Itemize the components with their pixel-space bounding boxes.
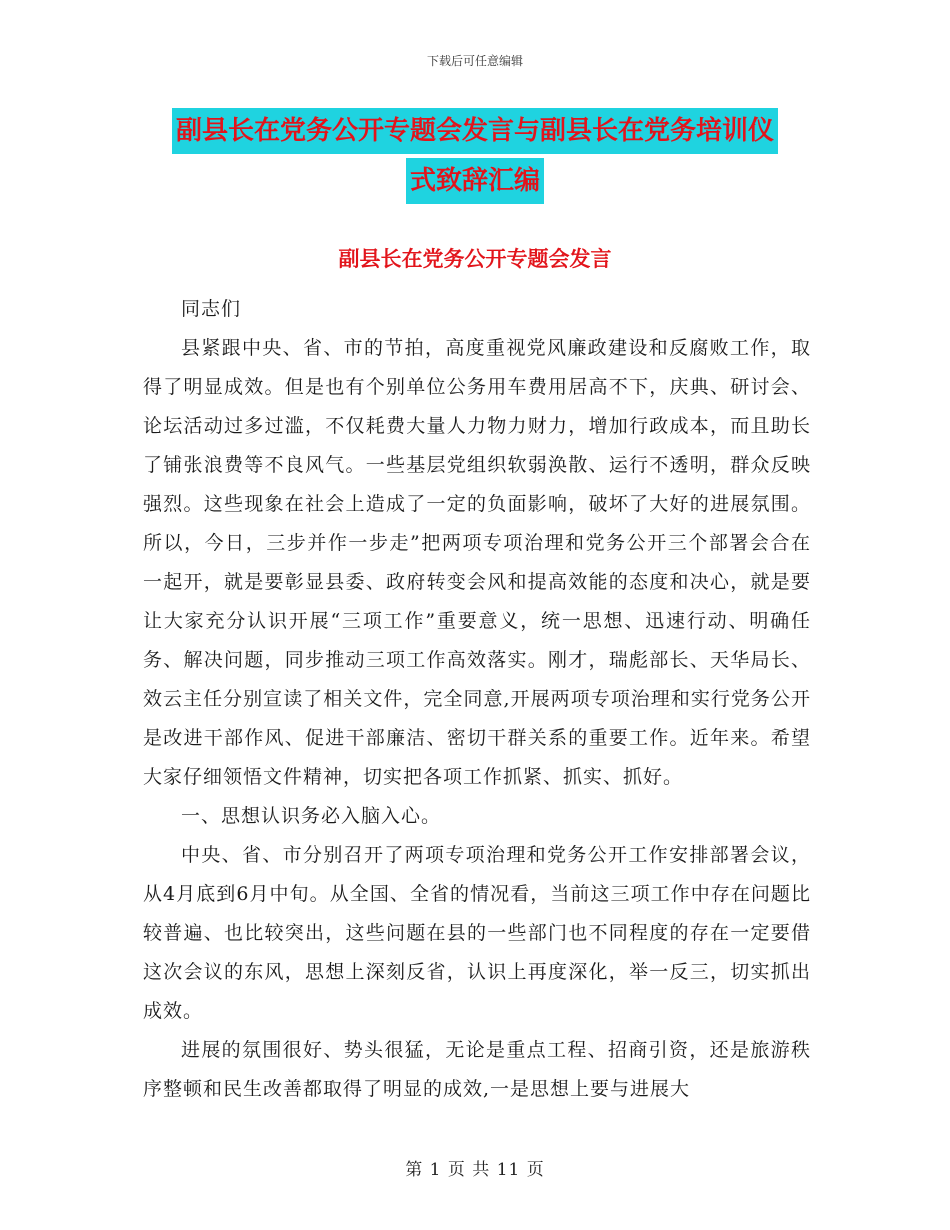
- paragraph: 中央、省、市分别召开了两项专项治理和党务公开工作安排部署会议，从4月底到6月中旬。从全国、全省的情况看，当前这三项工作中存在问题比较普遍、也比较突出，这些问题在县的一些部门也不同程度的存在一定要借这次会议的东风，思想上深刻反省，认识上再度深化，举一反三，切实抓出成效。: [143, 844, 811, 1022]
- title-line-1: 副县长在党务公开专题会发言与副县长在党务培训仪: [172, 108, 778, 154]
- document-body: [143, 290, 811, 1109]
- paragraph-heading: 一、思想认识务必入脑入心。: [181, 805, 442, 827]
- paragraph-greeting: 同志们: [181, 298, 242, 320]
- page-footer: 第 1 页 共 11 页: [405, 1160, 545, 1180]
- section-title: 副县长在党务公开专题会发言: [338, 246, 612, 271]
- title-line-2: 式致辞汇编: [406, 158, 544, 204]
- header-note: 下载后可任意编辑: [426, 54, 523, 68]
- paragraph: 进展的氛围很好、势头很猛，无论是重点工程、招商引资，还是旅游秩序整顿和民生改善都取得了明显的成效,一是思想上要与进展大: [143, 1039, 811, 1100]
- paragraph: 县紧跟中央、省、市的节拍，高度重视党风廉政建设和反腐败工作，取得了明显成效。但是也有个别单位公务用车费用居高不下，庆典、研讨会、论坛活动过多过滥，不仅耗费大量人力物力财力，增加行政成本，而且助长了铺张浪费等不良风气。一些基层党组织软弱涣散、运行不透明，群众反映强烈。这些现象在社会上造成了一定的负面影响，破坏了大好的进展氛围。所以，今日，三步并作一步走”把两项专项治理和党务公开三个部署会合在一起开，就是要彰显县委、政府转变会风和提高效能的态度和决心，就是要让大家充分认识开展“三项工作”重要意义，统一思想、迅速行动、明确任务、解决问题，同步推动三项工作高效落实。刚才，瑞彪部长、天华局长、效云主任分别宣读了相关文件，完全同意,开展两项专项治理和实行党务公开是改进干部作风、促进干部廉洁、密切干群关系的重要工作。近年来。希望大家仔细领悟文件精神，切实把各项工作抓紧、抓实、抓好。: [143, 337, 811, 788]
- document-title: [140, 108, 810, 204]
